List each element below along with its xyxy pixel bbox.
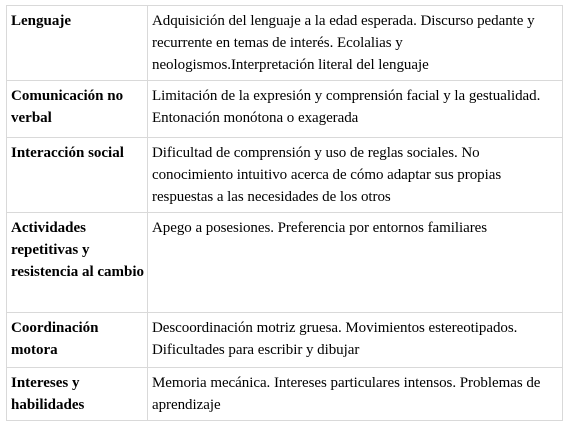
characteristics-table bbox=[6, 5, 563, 421]
table-row bbox=[7, 213, 563, 313]
characteristics-table-container bbox=[6, 5, 562, 421]
category-cell: Coordinación motora bbox=[7, 313, 148, 368]
category-cell: Intereses y habilidades bbox=[7, 368, 148, 421]
table-row bbox=[7, 6, 563, 81]
description-cell: Adquisición del lenguaje a la edad esperada. Discurso pedante y recurrente en temas de interés. Ecolalias y neologismos.Interpretación literal del lenguaje bbox=[148, 6, 563, 81]
table-row bbox=[7, 81, 563, 138]
category-cell: Actividades repetitivas y resistencia al cambio bbox=[7, 213, 148, 313]
table-row bbox=[7, 313, 563, 368]
description-cell: Memoria mecánica. Intereses particulares intensos. Problemas de aprendizaje bbox=[148, 368, 563, 421]
description-cell: Apego a posesiones. Preferencia por entornos familiares bbox=[148, 213, 563, 313]
description-cell: Descoordinación motriz gruesa. Movimientos estereotipados. Dificultades para escribir y dibujar bbox=[148, 313, 563, 368]
category-cell: Lenguaje bbox=[7, 6, 148, 81]
table-row bbox=[7, 368, 563, 421]
category-cell: Comunicación no verbal bbox=[7, 81, 148, 138]
description-cell: Dificultad de comprensión y uso de reglas sociales. No conocimiento intuitivo acerca de cómo adaptar sus propias respuestas a las necesidades de los otros bbox=[148, 138, 563, 213]
description-cell: Limitación de la expresión y comprensión facial y la gestualidad. Entonación monótona o exagerada bbox=[148, 81, 563, 138]
category-cell: Interacción social bbox=[7, 138, 148, 213]
table-row bbox=[7, 138, 563, 213]
